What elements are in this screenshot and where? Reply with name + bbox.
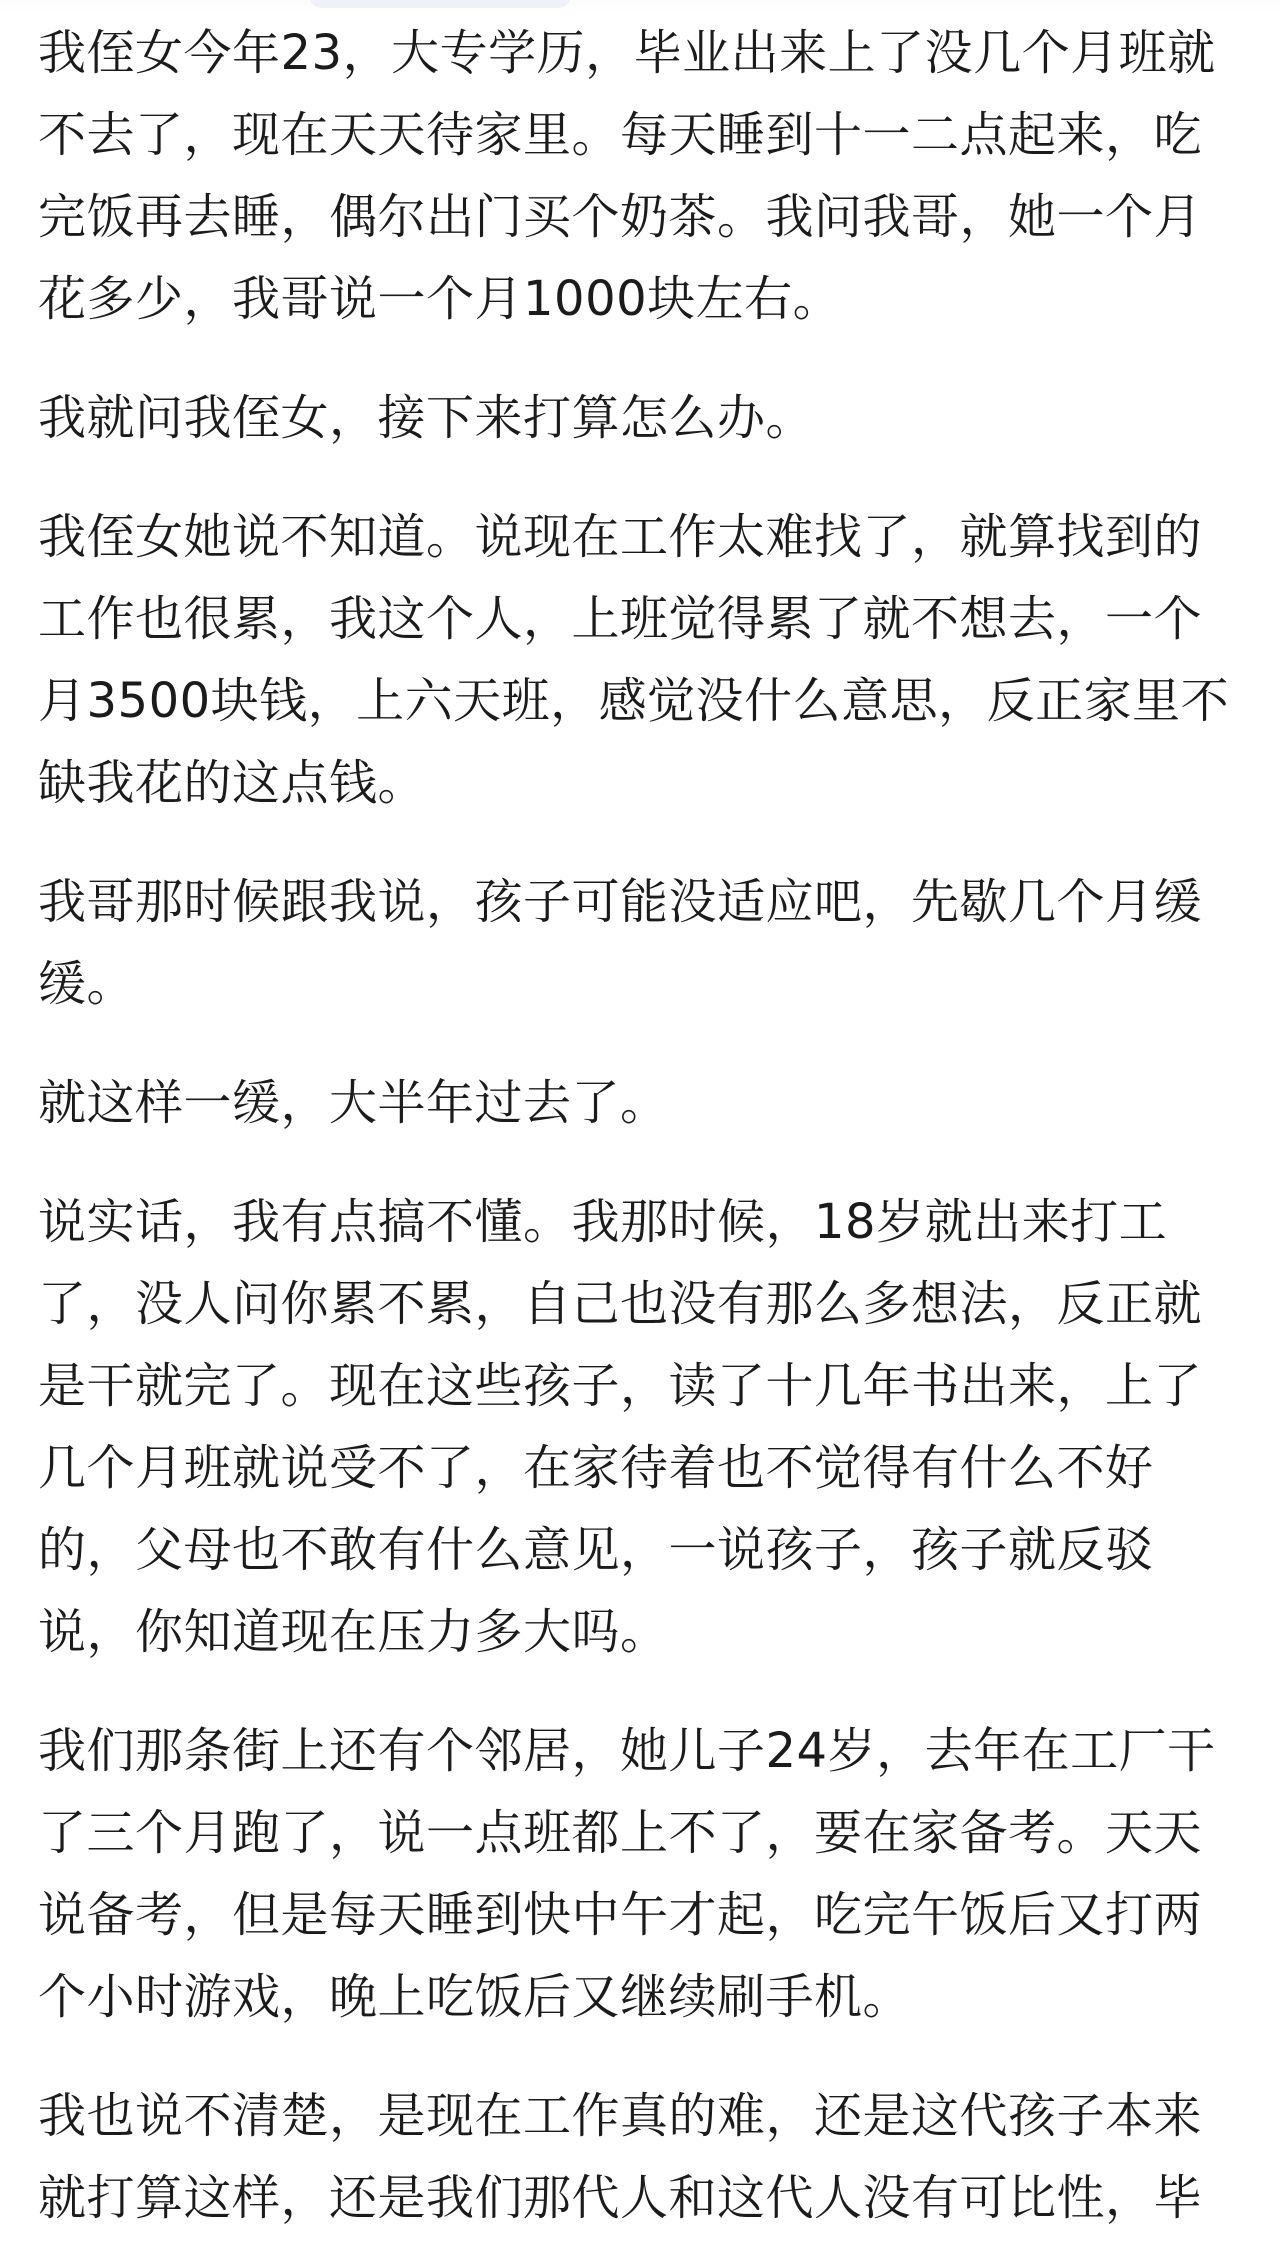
cropped-top-bar — [310, 0, 570, 8]
paragraph-5: 就这样一缓，大半年过去了。 — [38, 1075, 669, 1131]
paragraph-gap — [38, 1673, 1248, 1710]
paragraph-gap — [38, 340, 1248, 377]
paragraph-6: 说实话，我有点搞不懂。我那时候，18岁就出来打工 了，没人问你累不累，自己也没有那么多想法，反正就 是干就完了。现在这些孩子，读了十几年书出来，上了 几个月班就说受不了，在家待着也不觉得有什么不好 的，父母也不敢有什么意见，一说孩子，孩子就反驳 说，你知道现在压力多大吗。 — [38, 1194, 1203, 1660]
paragraph-7: 我们那条街上还有个邻居，她儿子24岁，去年在工厂干 了三个月跑了，说一点班都上不了，要在家备考。天天 说备考，但是每天睡到快中午才起，吃完午饭后又打两 个小时游戏，晚上吃饭后又继续刷手机。 — [38, 1723, 1216, 2025]
paragraph-1: 我侄女今年23，大专学历，毕业出来上了没几个月班就 不去了，现在天天待家里。每天睡到十一二点起来，吃 完饭再去睡，偶尔出门买个奶茶。我问我哥，她一个月 花多少，我哥说一个月1000块左右。 — [38, 25, 1216, 327]
paragraph-gap — [38, 1144, 1248, 1181]
paragraph-gap — [38, 459, 1248, 496]
paragraph-8: 我也说不清楚，是现在工作真的难，还是这代孩子本来 就打算这样，还是我们那代人和这代人没有可比性，毕 — [38, 2088, 1203, 2226]
paragraph-2: 我就问我侄女，接下来打算怎么办。 — [38, 390, 815, 446]
paragraph-gap — [38, 824, 1248, 861]
paragraph-gap — [38, 2038, 1248, 2075]
paragraph-gap — [38, 1025, 1248, 1062]
article-body — [38, 12, 1248, 2239]
paragraph-4: 我哥那时候跟我说，孩子可能没适应吧，先歇几个月缓 缓。 — [38, 874, 1203, 1012]
paragraph-3: 我侄女她说不知道。说现在工作太难找了，就算找到的 工作也很累，我这个人，上班觉得累了就不想去，一个 月3500块钱，上六天班，感觉没什么意思，反正家里不 缺我花的这点钱。 — [38, 509, 1230, 811]
